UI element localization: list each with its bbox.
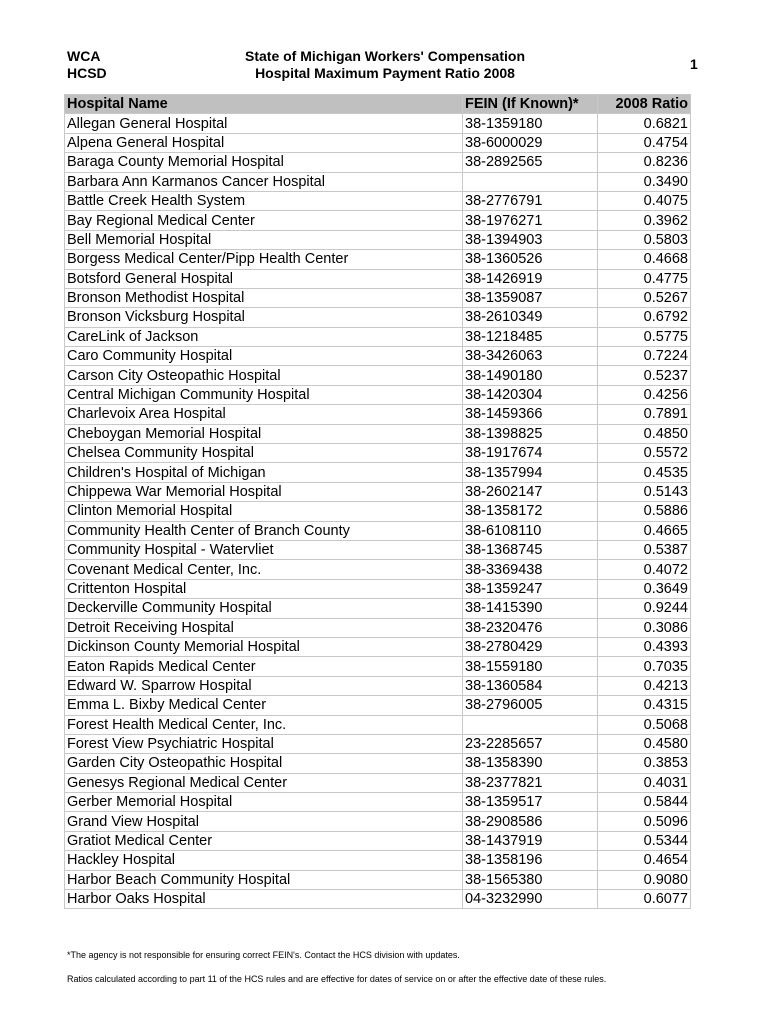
hospital-name-cell: Deckerville Community Hospital xyxy=(65,599,463,618)
hospital-name-cell: Detroit Receiving Hospital xyxy=(65,618,463,637)
hospital-name-cell: Dickinson County Memorial Hospital xyxy=(65,637,463,656)
fein-cell: 38-2377821 xyxy=(463,773,598,792)
table-row xyxy=(65,482,691,501)
hospital-name-cell: Community Health Center of Branch County xyxy=(65,521,463,540)
table-row xyxy=(65,269,691,288)
fein-cell: 38-1359517 xyxy=(463,793,598,812)
fein-cell: 38-2610349 xyxy=(463,308,598,327)
ratio-cell: 0.4072 xyxy=(598,560,691,579)
fein-cell: 38-6108110 xyxy=(463,521,598,540)
hospital-name-cell: Community Hospital - Watervliet xyxy=(65,540,463,559)
ratio-cell: 0.3962 xyxy=(598,211,691,230)
table-row xyxy=(65,114,691,133)
hospital-name-cell: Harbor Beach Community Hospital xyxy=(65,870,463,889)
footnote-fein: *The agency is not responsible for ensuring correct FEIN's. Contact the HCS division with updates. xyxy=(67,950,460,960)
table-row xyxy=(65,366,691,385)
table-row xyxy=(65,637,691,656)
hospital-name-cell: Genesys Regional Medical Center xyxy=(65,773,463,792)
table-row xyxy=(65,133,691,152)
table-row xyxy=(65,444,691,463)
fein-cell: 38-1358390 xyxy=(463,754,598,773)
ratio-cell: 0.5572 xyxy=(598,444,691,463)
hospital-name-cell: Eaton Rapids Medical Center xyxy=(65,657,463,676)
fein-cell: 38-1490180 xyxy=(463,366,598,385)
ratio-cell: 0.7891 xyxy=(598,405,691,424)
hospital-ratio-table xyxy=(64,94,691,909)
fein-cell: 38-1559180 xyxy=(463,657,598,676)
ratio-cell: 0.5844 xyxy=(598,793,691,812)
fein-cell: 38-1917674 xyxy=(463,444,598,463)
table-row xyxy=(65,599,691,618)
hospital-name-cell: Alpena General Hospital xyxy=(65,133,463,152)
fein-cell: 38-3426063 xyxy=(463,347,598,366)
ratio-cell: 0.8236 xyxy=(598,153,691,172)
hospital-name-cell: Charlevoix Area Hospital xyxy=(65,405,463,424)
ratio-cell: 0.3490 xyxy=(598,172,691,191)
ratio-cell: 0.5344 xyxy=(598,831,691,850)
table-row xyxy=(65,812,691,831)
ratio-cell: 0.4315 xyxy=(598,696,691,715)
table-row xyxy=(65,521,691,540)
table-row xyxy=(65,172,691,191)
fein-cell: 38-2320476 xyxy=(463,618,598,637)
hospital-name-cell: Bay Regional Medical Center xyxy=(65,211,463,230)
hospital-name-cell: Chelsea Community Hospital xyxy=(65,444,463,463)
ratio-cell: 0.4393 xyxy=(598,637,691,656)
ratio-cell: 0.5096 xyxy=(598,812,691,831)
table-row xyxy=(65,754,691,773)
hospital-name-cell: Clinton Memorial Hospital xyxy=(65,502,463,521)
table-header-row xyxy=(65,95,691,114)
agency-abbreviation xyxy=(67,48,107,82)
ratio-cell: 0.4031 xyxy=(598,773,691,792)
hospital-name-cell: Botsford General Hospital xyxy=(65,269,463,288)
hospital-name-cell: Children's Hospital of Michigan xyxy=(65,463,463,482)
fein-cell: 38-2892565 xyxy=(463,153,598,172)
ratio-cell: 0.4850 xyxy=(598,424,691,443)
ratio-cell: 0.4654 xyxy=(598,851,691,870)
table-row xyxy=(65,793,691,812)
ratio-cell: 0.6077 xyxy=(598,890,691,909)
ratio-cell: 0.4665 xyxy=(598,521,691,540)
hospital-name-cell: CareLink of Jackson xyxy=(65,327,463,346)
hospital-name-cell: Crittenton Hospital xyxy=(65,579,463,598)
agency-line-hcsd: HCSD xyxy=(67,65,107,81)
fein-cell: 38-2776791 xyxy=(463,191,598,210)
fein-cell: 38-1368745 xyxy=(463,540,598,559)
fein-cell: 38-1359087 xyxy=(463,288,598,307)
ratio-cell: 0.5143 xyxy=(598,482,691,501)
hospital-name-cell: Central Michigan Community Hospital xyxy=(65,385,463,404)
fein-cell: 38-2908586 xyxy=(463,812,598,831)
hospital-name-cell: Harbor Oaks Hospital xyxy=(65,890,463,909)
ratio-cell: 0.4535 xyxy=(598,463,691,482)
footnote-ratio: Ratios calculated according to part 11 of the HCS rules and are effective for dates of service on or after the effective date of these rules. xyxy=(67,974,607,984)
table-row xyxy=(65,288,691,307)
hospital-name-cell: Bell Memorial Hospital xyxy=(65,230,463,249)
hospital-name-cell: Carson City Osteopathic Hospital xyxy=(65,366,463,385)
hospital-name-cell: Gratiot Medical Center xyxy=(65,831,463,850)
fein-cell: 38-1459366 xyxy=(463,405,598,424)
table-row xyxy=(65,890,691,909)
ratio-cell: 0.3649 xyxy=(598,579,691,598)
ratio-cell: 0.5387 xyxy=(598,540,691,559)
page-number: 1 xyxy=(690,56,698,72)
fein-cell: 38-2796005 xyxy=(463,696,598,715)
table-row xyxy=(65,851,691,870)
title-line-1: State of Michigan Workers' Compensation xyxy=(245,48,525,64)
fein-cell xyxy=(463,172,598,191)
fein-cell: 38-1426919 xyxy=(463,269,598,288)
ratio-cell: 0.9244 xyxy=(598,599,691,618)
fein-cell: 38-1360526 xyxy=(463,250,598,269)
table-row xyxy=(65,579,691,598)
hospital-name-cell: Barbara Ann Karmanos Cancer Hospital xyxy=(65,172,463,191)
table-row xyxy=(65,502,691,521)
column-header-ratio: 2008 Ratio xyxy=(598,95,691,114)
hospital-name-cell: Garden City Osteopathic Hospital xyxy=(65,754,463,773)
ratio-cell: 0.5068 xyxy=(598,715,691,734)
hospital-name-cell: Gerber Memorial Hospital xyxy=(65,793,463,812)
fein-cell: 38-6000029 xyxy=(463,133,598,152)
table-row xyxy=(65,405,691,424)
table-row xyxy=(65,347,691,366)
fein-cell: 38-1976271 xyxy=(463,211,598,230)
hospital-name-cell: Cheboygan Memorial Hospital xyxy=(65,424,463,443)
table-row xyxy=(65,250,691,269)
fein-cell: 38-1360584 xyxy=(463,676,598,695)
hospital-name-cell: Bronson Vicksburg Hospital xyxy=(65,308,463,327)
fein-cell: 38-1218485 xyxy=(463,327,598,346)
ratio-cell: 0.3853 xyxy=(598,754,691,773)
fein-cell: 38-1358172 xyxy=(463,502,598,521)
table-row xyxy=(65,191,691,210)
table-row xyxy=(65,211,691,230)
table-row xyxy=(65,773,691,792)
title-line-2: Hospital Maximum Payment Ratio 2008 xyxy=(255,65,515,81)
table-row xyxy=(65,676,691,695)
hospital-name-cell: Covenant Medical Center, Inc. xyxy=(65,560,463,579)
hospital-name-cell: Edward W. Sparrow Hospital xyxy=(65,676,463,695)
table-row xyxy=(65,870,691,889)
fein-cell xyxy=(463,715,598,734)
table-row xyxy=(65,618,691,637)
fein-cell: 38-1415390 xyxy=(463,599,598,618)
ratio-cell: 0.4580 xyxy=(598,734,691,753)
fein-cell: 38-1420304 xyxy=(463,385,598,404)
ratio-cell: 0.6821 xyxy=(598,114,691,133)
table-body xyxy=(65,114,691,909)
ratio-cell: 0.9080 xyxy=(598,870,691,889)
ratio-cell: 0.4754 xyxy=(598,133,691,152)
table-row xyxy=(65,153,691,172)
fein-cell: 38-1358196 xyxy=(463,851,598,870)
hospital-name-cell: Allegan General Hospital xyxy=(65,114,463,133)
ratio-cell: 0.5267 xyxy=(598,288,691,307)
ratio-cell: 0.3086 xyxy=(598,618,691,637)
ratio-cell: 0.5803 xyxy=(598,230,691,249)
fein-cell: 38-1359180 xyxy=(463,114,598,133)
ratio-cell: 0.4668 xyxy=(598,250,691,269)
ratio-cell: 0.4213 xyxy=(598,676,691,695)
agency-line-wca: WCA xyxy=(67,48,101,64)
fein-cell: 04-3232990 xyxy=(463,890,598,909)
hospital-name-cell: Bronson Methodist Hospital xyxy=(65,288,463,307)
hospital-name-cell: Battle Creek Health System xyxy=(65,191,463,210)
fein-cell: 38-2780429 xyxy=(463,637,598,656)
hospital-name-cell: Emma L. Bixby Medical Center xyxy=(65,696,463,715)
table-row xyxy=(65,560,691,579)
ratio-cell: 0.7035 xyxy=(598,657,691,676)
ratio-cell: 0.5886 xyxy=(598,502,691,521)
table-row xyxy=(65,734,691,753)
table-row xyxy=(65,230,691,249)
fein-cell: 38-1359247 xyxy=(463,579,598,598)
ratio-cell: 0.7224 xyxy=(598,347,691,366)
fein-cell: 38-1394903 xyxy=(463,230,598,249)
table-row xyxy=(65,657,691,676)
table-row xyxy=(65,831,691,850)
fein-cell: 23-2285657 xyxy=(463,734,598,753)
fein-cell: 38-1565380 xyxy=(463,870,598,889)
hospital-name-cell: Caro Community Hospital xyxy=(65,347,463,366)
table-row xyxy=(65,308,691,327)
ratio-cell: 0.4075 xyxy=(598,191,691,210)
fein-cell: 38-3369438 xyxy=(463,560,598,579)
fein-cell: 38-1398825 xyxy=(463,424,598,443)
column-header-fein: FEIN (If Known)* xyxy=(463,95,598,114)
table-row xyxy=(65,540,691,559)
hospital-name-cell: Baraga County Memorial Hospital xyxy=(65,153,463,172)
hospital-name-cell: Forest Health Medical Center, Inc. xyxy=(65,715,463,734)
ratio-cell: 0.5775 xyxy=(598,327,691,346)
hospital-name-cell: Borgess Medical Center/Pipp Health Center xyxy=(65,250,463,269)
column-header-hospital-name: Hospital Name xyxy=(65,95,463,114)
table-row xyxy=(65,327,691,346)
table-row xyxy=(65,715,691,734)
fein-cell: 38-2602147 xyxy=(463,482,598,501)
document-title xyxy=(200,48,570,82)
ratio-cell: 0.5237 xyxy=(598,366,691,385)
ratio-cell: 0.6792 xyxy=(598,308,691,327)
table-row xyxy=(65,424,691,443)
ratio-cell: 0.4256 xyxy=(598,385,691,404)
hospital-name-cell: Forest View Psychiatric Hospital xyxy=(65,734,463,753)
hospital-name-cell: Chippewa War Memorial Hospital xyxy=(65,482,463,501)
ratio-cell: 0.4775 xyxy=(598,269,691,288)
hospital-name-cell: Grand View Hospital xyxy=(65,812,463,831)
fein-cell: 38-1437919 xyxy=(463,831,598,850)
fein-cell: 38-1357994 xyxy=(463,463,598,482)
table-row xyxy=(65,696,691,715)
hospital-name-cell: Hackley Hospital xyxy=(65,851,463,870)
table-row xyxy=(65,385,691,404)
table-row xyxy=(65,463,691,482)
